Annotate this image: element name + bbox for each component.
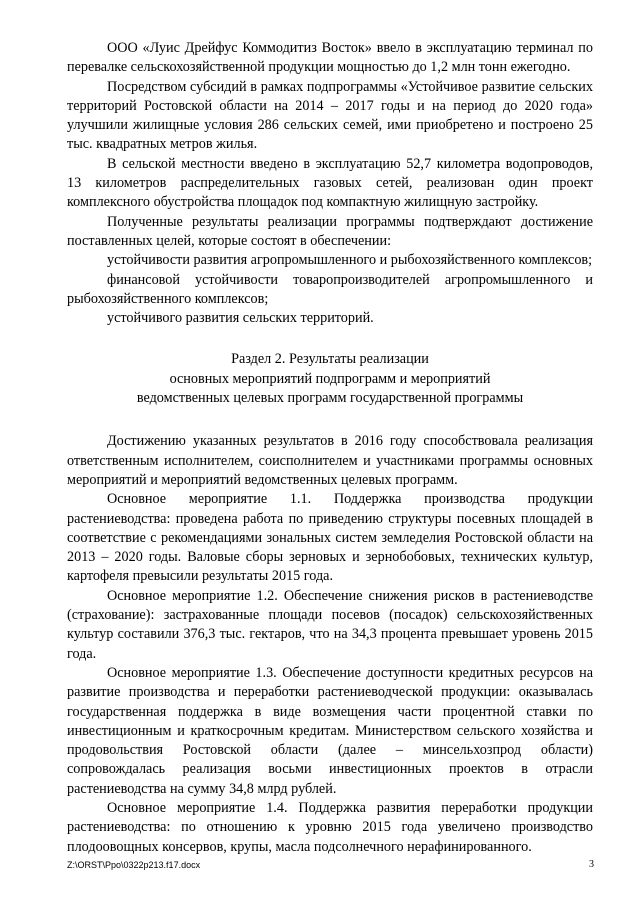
list-item-agro-stability: устойчивости развития агропромышленного и рыбохозяйственного комплексов; xyxy=(107,252,593,269)
paragraph-water-gas: В сельской местности введено в эксплуатацию 52,7 километра водопроводов, 13 километров распределительных газовых сетей, реализован один проект комплексного обустройства площадок под компактную жилищную застройку. xyxy=(67,155,593,211)
paragraph-measure-1-4: Основное мероприятие 1.4. Поддержка развития переработки продукции растениеводства: по отношению к уровню 2015 года увеличено производство плодоовощных консервов, крупы, масла подсолнечного нерафинированного. xyxy=(67,799,593,855)
paragraph-measure-1-2: Основное мероприятие 1.2. Обеспечение снижения рисков в растениеводстве (страхование): застрахованные площади посевов (посадок) сельскохозяйственных культур составили 376,3 тыс. гектаров, что на 34,3 процента превышает уровень 2015 года. xyxy=(67,587,593,662)
paragraph-measure-1-3: Основное мероприятие 1.3. Обеспечение доступности кредитных ресурсов на развитие производства и переработки растениеводческой продукции: оказывалась государственная поддержка в виде возмещения части процентной ставки по инвестиционным и краткосрочным кредитам. Министерством сельского хозяйства и продовольствия Ростовской области (далее – минсельхозпрод области) сопровождалась реализация восьми инвестиционных проектов в отрасли растениеводства на сумму 34,8 млрд рублей. xyxy=(67,664,593,797)
section-heading-line-2: основных мероприятий подпрограмм и мероприятий xyxy=(169,370,491,387)
page-number: 3 xyxy=(589,859,594,870)
list-item-financial-stability: финансовой устойчивости товаропроизводителей агропромышленного и рыбохозяйственного комплексов; xyxy=(67,271,593,307)
paragraph-measure-1-1: Основное мероприятие 1.1. Поддержка производства продукции растениеводства: проведена работа по приведению структуры посевных площадей в соответствие с рекомендациями зональных систем земледелия Ростовской области на 2013 – 2020 годы. Валовые сборы зерновых и зернобобовых, технических культур, картофеля превысили результаты 2015 года. xyxy=(67,491,593,585)
list-item-rural-development: устойчивого развития сельских территорий. xyxy=(107,310,374,327)
section-heading-line-1: Раздел 2. Результаты реализации xyxy=(231,351,429,368)
paragraph-terminal: ООО «Луис Дрейфус Коммодитиз Восток» ввело в эксплуатацию терминал по перевалке сельскохозяйственной продукции мощностью до 1,2 млн тонн ежегодно. xyxy=(67,40,593,76)
paragraph-achievement: Достижению указанных результатов в 2016 году способствовала реализация ответственным исполнителем, соисполнителем и участниками программы основных мероприятий и мероприятий ведомственных целевых программ. xyxy=(67,433,593,488)
paragraph-subsidies: Посредством субсидий в рамках подпрограммы «Устойчивое развитие сельских территорий Ростовской области на 2014 – 2017 годы и на период до 2020 года» улучшили жилищные условия 286 сельских семей, ими приобретено и построено 25 тыс. квадратных метров жилья. xyxy=(67,78,593,153)
section-heading xyxy=(67,350,593,408)
section-heading-line-3: ведомственных целевых программ государственной программы xyxy=(136,390,524,407)
footer-file-path: Z:\ORST\Ppo\0322p213.f17.docx xyxy=(67,860,201,870)
document-body xyxy=(67,39,593,857)
paragraph-results: Полученные результаты реализации программы подтверждают достижение поставленных целей, которые состоят в обеспечении: xyxy=(67,213,593,249)
